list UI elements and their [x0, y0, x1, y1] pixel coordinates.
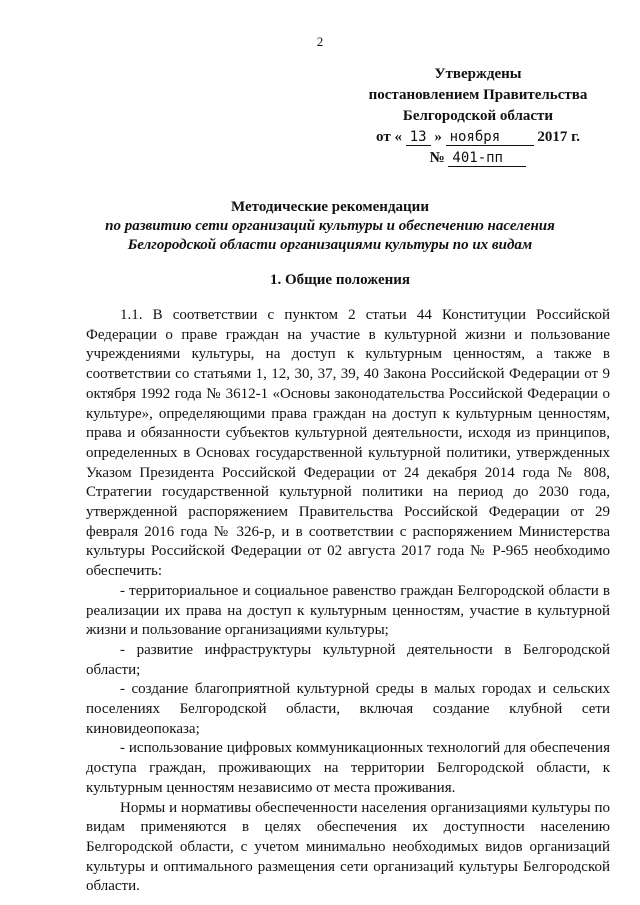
date-mid: » — [434, 129, 442, 145]
paragraph: - территориальное и социальное равенство граждан Белгородской области в реализации их права на доступ к культурным ценностям, участие в культурной жизни и пользование организациями культуры; — [86, 582, 610, 639]
date-day: 13 — [406, 129, 431, 146]
approval-stamp — [358, 64, 598, 169]
title-line-1: Методические рекомендации — [231, 199, 429, 215]
paragraph: 1.1. В соответствии с пунктом 2 статьи 44 Конституции Российской Федерации о праве граждан на участие в культурной жизни и пользование учреждениями культуры, на доступ к культурным ценностям, а также в соответствии со статьями 1, 12, 30, 37, 39, 40 Закона Российской Федерации от 9 октября 1992 года № 3612-1 «Основы законодательства Российской Федерации о культуре», определяющими права граждан на доступ к культурным ценностям, права и обязанности субъектов культурной деятельности, исходя из принципов, определенных в Основах государственной культурной политики, утвержденных Указом Президента Российской Федерации от 24 декабря 2014 года № 808, Стратегии государственной культурной политики на период до 2030 года, утвержденной распоряжением Правительства Российской Федерации от 29 февраля 2016 года № 326-р, и в соответствии с распоряжением Министерства культуры Российской Федерации от 02 августа 2017 года № Р-965 необходимо обеспечить: — [86, 307, 610, 580]
paragraph: Нормы и нормативы обеспеченности населения организациями культуры по видам применяются в целях обеспечения их доступности населению Белгородской области, с учетом минимально необходимых видов организаций культуры и оптимального размещения сети организаций культуры Белгородской области. — [86, 799, 610, 895]
body-text — [86, 306, 610, 897]
number-value: 401-пп — [448, 150, 526, 167]
approval-date — [358, 127, 598, 148]
page-number: 2 — [316, 34, 324, 49]
section-heading: 1. Общие положения — [269, 272, 411, 288]
approval-line-1: Утверждены — [434, 66, 522, 82]
paragraph: - развитие инфраструктуры культурной деятельности в Белгородской области; — [86, 641, 610, 678]
date-year: 2017 г. — [537, 129, 580, 145]
approval-line-2: постановлением Правительства — [368, 87, 588, 103]
title-line-3: Белгородской области организациями культуры по их видам — [127, 237, 533, 253]
document-title — [60, 198, 600, 255]
date-prefix: от « — [376, 129, 402, 145]
approval-number — [358, 148, 598, 169]
title-line-2: по развитию сети организаций культуры и обеспечению населения — [105, 218, 555, 234]
approval-line-3: Белгородской области — [402, 108, 554, 124]
number-prefix: № — [429, 150, 445, 166]
paragraph: - создание благоприятной культурной среды в малых городах и сельских поселениях Белгородской области, включая создание клубной сети киновидеопоказа; — [86, 681, 610, 737]
date-month: ноября — [446, 129, 534, 146]
paragraph: - использование цифровых коммуникационных технологий для обеспечения доступа граждан, проживающих на территории Белгородской области, к культурным ценностям независимо от места проживания. — [86, 740, 610, 796]
